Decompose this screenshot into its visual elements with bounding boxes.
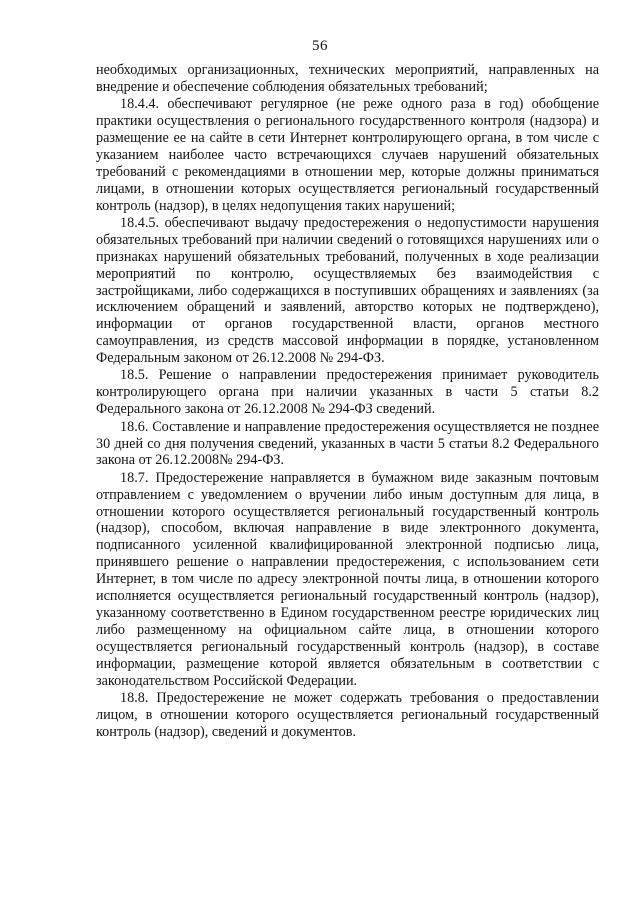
paragraph-18-7: 18.7. Предостережение направляется в бумажном виде заказным почтовым отправлением с уведомлением о вручении либо иным доступным для лица, в отношении которого осуществляется региональный государственный контроль (надзор), способом, включая направление в виде электронного документа, подписанного усиленной квалифицированной электронной подписью лица, принявшего решение о направлении предостережения, с использованием сети Интернет, в том числе по адресу электронной почты лица, в отношении которого исполняется осуществляется региональный государственный контроль (надзор), указанному соответственно в Едином государственном реестре юридических лиц либо размещенному на официальном сайте лица, в отношении которого осуществляется региональный государственный контроль (надзор), в составе информации, размещение которой является обязательным в соответствии с законодательством Российской Федерации. [96,469,599,689]
paragraph-18-5: 18.5. Решение о направлении предостережения принимает руководитель контролирующего органа при наличии указанных в части 5 статьи 8.2 Федерального закона от 26.12.2008 № 294-ФЗ сведений. [96,367,599,418]
paragraph-continuation: необходимых организационных, технических мероприятий, направленных на внедрение и обеспечение соблюдения обязательных требований; [96,62,599,95]
paragraph-18-4-4: 18.4.4. обеспечивают регулярное (не реже одного раза в год) обобщение практики осуществления о регионального государственного контроля (надзора) и размещение ее на сайте в сети Интернет контролирующего органа, в том числе с указанием наиболее часто встречающихся случаев нарушений обязательных требований с рекомендациями в отношении мер, которые должны приниматься лицами, в отношении которых осуществляется региональный государственный контроль (надзор), в целях недопущения таких нарушений; [96,96,599,214]
paragraph-18-6: 18.6. Составление и направление предостережения осуществляется не позднее 30 дней со дня получения сведений, указанных в части 5 статьи 8.2 Федерального закона от 26.12.2008№ 294-ФЗ. [96,418,599,469]
document-body [96,62,599,741]
page-number: 56 [312,38,328,54]
paragraph-18-4-5: 18.4.5. обеспечивают выдачу предостережения о недопустимости нарушения обязательных требований при наличии сведений о готовящихся нарушениях или о признаках нарушений обязательных требований, полученных в ходе реализации мероприятий по контролю, осуществляемых без взаимодействия с застройщиками, либо содержащихся в поступивших обращениях и заявлениях (за исключением обращений и заявлений, авторство которых не подтверждено), информации от органов государственной власти, органов местного самоуправления, из средств массовой информации в порядке, установленном Федеральным законом от 26.12.2008 № 294-ФЗ. [96,214,599,367]
paragraph-18-8: 18.8. Предостережение не может содержать требования о предоставлении лицом, в отношении которого осуществляется региональный государственный контроль (надзор), сведений и документов. [96,689,599,740]
